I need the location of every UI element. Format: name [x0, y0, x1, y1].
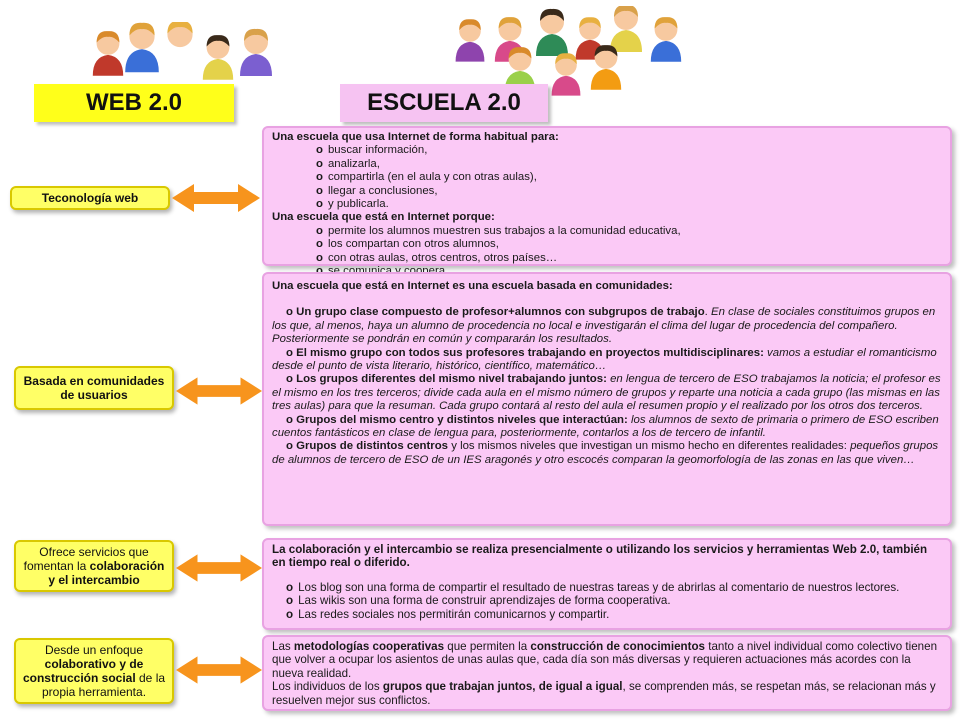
list-item-text: llegar a conclusiones,	[327, 184, 438, 197]
double-arrow-icon	[176, 654, 262, 686]
bullet-icon: o	[286, 413, 297, 426]
label-enfoque-colaborativo	[14, 638, 174, 704]
double-arrow-icon	[176, 375, 262, 407]
list-item	[272, 225, 942, 238]
bullet-icon: o	[316, 238, 323, 251]
text-run: que permiten la	[444, 640, 531, 653]
web20-header: WEB 2.0	[34, 84, 234, 122]
collab-item	[272, 608, 942, 621]
panel4-paragraph1	[272, 640, 942, 680]
person-icon	[240, 29, 272, 76]
list-item-text: con otras aulas, otros centros, otros países…	[327, 251, 558, 264]
list-item	[272, 158, 942, 171]
label-text: Basada en comunidades de usuarios	[23, 374, 165, 402]
bullet-icon: o	[316, 198, 323, 211]
person-icon	[93, 31, 123, 76]
bullet-icon: o	[286, 580, 294, 594]
community-item-body: los alumnos de sexto de primaria o primero de ESO escriben cuentos fantásticos en clase de lengua para, posteriormente, contarlos a los de tercero de infantil.	[272, 413, 939, 440]
double-arrow-icon	[172, 182, 260, 214]
text-run: construcción de conocimientos	[530, 640, 705, 653]
list-item	[272, 252, 942, 265]
community-item-body: pequeños grupos de alumnos de tercero de ESO de un IES aragonés y otro escocés comparan la geomorfología de las zonas en las que viven…	[272, 440, 939, 466]
collab-item-text: Las redes sociales nos permitirán comunicarnos y compartir.	[298, 607, 610, 621]
text-run: grupos que trabajan juntos, de igual a igual	[382, 680, 623, 694]
person-icon	[203, 35, 233, 80]
panel-tecnologia-web	[262, 126, 952, 266]
list-item	[272, 144, 942, 157]
list-item	[272, 171, 942, 184]
community-item-body: en lengua de tercero de ESO trabajamos la noticia; el profesor es el mismo en los tres terceros; divide cada aula en el mismo número de grupos y reparte una noticia a cada grupo (las mismas en las tres aulas) para que la resuman. Cada grupo contará al resto del aula el resumen propio y el realizado por los otros dos terceros.	[272, 373, 941, 413]
collab-item	[272, 581, 942, 594]
label-text: Teconología web	[41, 191, 139, 205]
label-comunidades-usuarios	[14, 366, 174, 410]
collab-item-text: Las wikis son una forma de construir aprendizajes de forma cooperativa.	[298, 594, 671, 608]
label-text: Desde un enfoque	[44, 643, 144, 657]
panel-colaboracion	[262, 538, 952, 630]
list-item-text: analizarla,	[327, 157, 380, 170]
bullet-icon: o	[316, 171, 323, 184]
bullet-icon: o	[316, 157, 323, 170]
panel-comunidades	[262, 272, 952, 526]
bullet-icon: o	[286, 373, 297, 386]
panel3-heading: La colaboración y el intercambio se realiza presencialmente o utilizando los servicios y herramientas Web 2.0, también en tiempo real o diferido.	[272, 543, 928, 570]
text-run: Los individuos de los	[272, 680, 383, 694]
person-icon	[456, 19, 485, 61]
collab-item	[272, 594, 942, 607]
bullet-icon: o	[286, 306, 297, 319]
community-item-title: Un grupo clase compuesto de profesor+alumnos con subgrupos de trabajo	[296, 306, 705, 319]
separator: .	[704, 306, 712, 319]
panel-enfoque-colaborativo	[262, 635, 952, 711]
bullet-icon: o	[316, 224, 323, 237]
community-item-title: Los grupos diferentes del mismo nivel trabajando juntos:	[296, 373, 607, 386]
community-item-title: Grupos de distintos centros	[296, 440, 449, 453]
label-text: colaboración y el intercambio	[48, 559, 165, 587]
label-text: Ofrece servicios que fomentan la	[23, 545, 149, 573]
person-icon	[536, 9, 568, 56]
list-item	[272, 238, 942, 251]
panel1-heading1: Una escuela que usa Internet de forma habitual para:	[272, 131, 559, 143]
person-icon	[163, 22, 197, 70]
person-icon	[125, 23, 159, 72]
text-run: metodologías cooperativas	[293, 640, 445, 653]
label-colaboracion-intercambio	[14, 540, 174, 592]
person-icon	[651, 17, 681, 62]
list-item	[272, 198, 942, 211]
list-item	[272, 185, 942, 198]
bullet-icon: o	[316, 251, 323, 264]
text-run: , se comprenden más, se respetan más, se relacionan más y resuelven mejor sus conflictos.	[272, 680, 936, 707]
community-item	[272, 306, 942, 346]
list-item-text: compartirla (en el aula y con otras aulas),	[327, 171, 537, 184]
community-item	[272, 414, 942, 441]
person-icon	[610, 6, 642, 52]
bullet-icon: o	[286, 440, 297, 453]
people-illustration-web	[80, 22, 280, 92]
bullet-icon: o	[316, 144, 323, 157]
label-text: de la propia herramienta.	[41, 671, 166, 699]
panel2-heading: Una escuela que está en Internet es una escuela basada en comunidades:	[272, 280, 673, 292]
double-arrow-icon	[176, 552, 262, 584]
panel1-heading2: Una escuela que está en Internet porque:	[272, 211, 495, 224]
person-icon	[552, 53, 581, 95]
community-item	[272, 347, 942, 374]
bullet-icon: o	[286, 607, 294, 621]
panel4-paragraph2	[272, 680, 942, 707]
list-item-text: los compartan con otros alumnos,	[327, 238, 499, 251]
label-tecnologia-web	[10, 186, 170, 210]
community-item	[272, 373, 942, 413]
community-item-body: En clase de sociales constituimos grupos en los que, al menos, haya un alumno de procedencia no local e investigarán el clima del lugar de procedencia del compañero. Posteriormente se pondrán en común y compararán los resultados.	[272, 306, 936, 346]
list-item-text: permite los alumnos muestren sus trabajos a la comunidad educativa,	[327, 224, 681, 237]
bullet-icon: o	[316, 184, 323, 197]
community-item	[272, 440, 942, 467]
list-item-text: buscar información,	[327, 144, 428, 157]
collab-item-text: Los blog son una forma de compartir el resultado de nuestras tareas y de abrirlas al comentario de nuestros lectores.	[298, 580, 900, 594]
list-item-text: y publicarla.	[327, 198, 389, 211]
community-item-title: Grupos del mismo centro y distintos niveles que interactúan:	[296, 413, 628, 426]
community-item-plain: y los mismos niveles que investigan un mismo hecho en diferentes realidades:	[451, 440, 851, 453]
bullet-icon: o	[286, 594, 294, 608]
community-item-title: El mismo grupo con todos sus profesores trabajando en proyectos multidisciplinares:	[296, 346, 764, 359]
escuela20-header: ESCUELA 2.0	[340, 84, 548, 122]
label-text: colaborativo y de construcción social	[22, 657, 144, 685]
person-icon	[591, 45, 621, 90]
text-run: tanto a nivel individual como colectivo tienen que volver a ocupar los asientos de unas aulas que, cada día son más diversas y requieren actuaciones más acordes con la nueva realidad.	[272, 640, 938, 680]
bullet-icon: o	[286, 346, 297, 359]
community-item-body: vamos a estudiar el romanticismo desde el punto de vista literario, histórico, científico, matemático…	[272, 346, 937, 373]
text-run: Las	[272, 640, 294, 653]
